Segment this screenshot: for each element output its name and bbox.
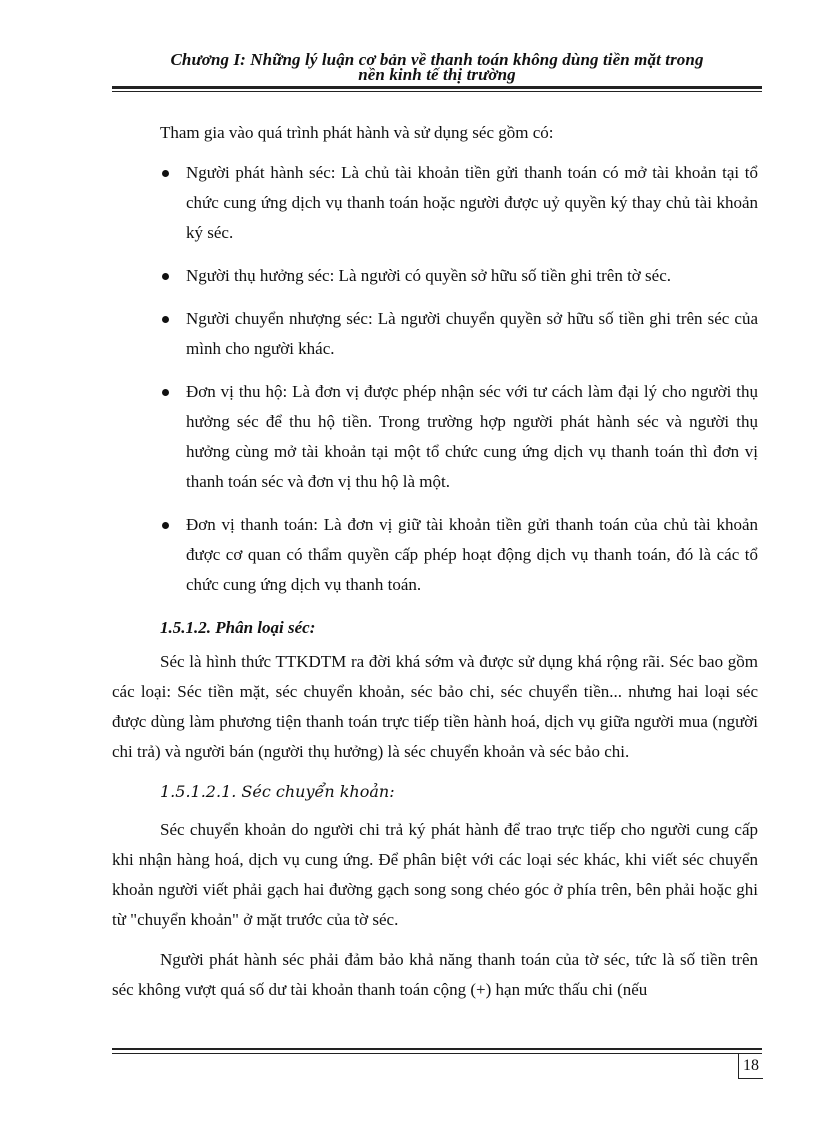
bullet-icon: [162, 273, 169, 280]
bullet-icon: [162, 522, 169, 529]
header-rule-thick: [112, 86, 762, 89]
footer-rule-thick: [112, 1048, 762, 1050]
header-line-1: Chương I: Những lý luận cơ bản về thanh toán không dùng tiền mặt trong: [170, 50, 704, 69]
participants-list: [160, 158, 758, 600]
page-header: [112, 50, 762, 84]
list-item: [160, 304, 758, 364]
bullet-icon: [162, 170, 169, 177]
page-number: 18: [738, 1054, 763, 1079]
subsection-heading: 1.5.1.2.1. Séc chuyển khoản:: [160, 782, 395, 801]
list-item-text: Đơn vị thu hộ: Là đơn vị được phép nhận séc với tư cách làm đại lý cho người thụ hưởng séc để thu hộ tiền. Trong trường hợp người phát hành séc và người thụ hưởng cùng mở tài khoản tại một tổ chức cung ứng dịch vụ thanh toán thì đơn vị thanh toán séc và đơn vị thu hộ là một.: [186, 382, 758, 491]
list-item-text: Người phát hành séc: Là chủ tài khoản tiền gửi thanh toán có mở tài khoản tại tổ chức cung ứng dịch vụ thanh toán hoặc người được uỷ quyền ký thay chủ tài khoản ký séc.: [186, 163, 758, 242]
header-line-2: nền kinh tế thị trường: [358, 65, 516, 84]
bullet-icon: [162, 316, 169, 323]
list-item-text: Đơn vị thanh toán: Là đơn vị giữ tài khoản tiền gửi thanh toán của chủ tài khoản được cơ quan có thẩm quyền cấp phép hoạt động dịch vụ thanh toán, đó là các tổ chức cung ứng dịch vụ thanh toán.: [186, 515, 758, 594]
intro-paragraph: Tham gia vào quá trình phát hành và sử dụng séc gồm có:: [160, 123, 554, 142]
subsection-paragraph-2: Người phát hành séc phải đảm bảo khả năng thanh toán của tờ séc, tức là số tiền trên séc không vượt quá số dư tài khoản thanh toán cộng (+) hạn mức thấu chi (nếu: [112, 950, 758, 999]
page-body: [112, 118, 758, 1015]
list-item: [160, 158, 758, 248]
list-item: [160, 261, 758, 291]
section-heading: 1.5.1.2. Phân loại séc:: [160, 618, 316, 637]
list-item: [160, 377, 758, 497]
header-rule-thin: [112, 91, 762, 92]
footer-rule-thin: [112, 1053, 762, 1054]
bullet-icon: [162, 389, 169, 396]
list-item: [160, 510, 758, 600]
subsection-paragraph-1: Séc chuyển khoản do người chi trả ký phát hành để trao trực tiếp cho người cung cấp khi nhận hàng hoá, dịch vụ cung ứng. Để phân biệt với các loại séc khác, khi viết séc chuyển khoản người viết phải gạch hai đường gạch song song chéo góc ở phía trên, bên phải hoặc ghi từ "chuyển khoản" ở mặt trước của tờ séc.: [112, 820, 758, 929]
list-item-text: Người chuyển nhượng séc: Là người chuyển quyền sở hữu số tiền ghi trên séc của mình cho người khác.: [186, 309, 758, 358]
section-paragraph: Séc là hình thức TTKDTM ra đời khá sớm và được sử dụng khá rộng rãi. Séc bao gồm các loại: Séc tiền mặt, séc chuyển khoản, séc bảo chi, séc chuyển tiền... nhưng hai loại séc được dùng làm phương tiện thanh toán trực tiếp tiền hành hoá, dịch vụ giữa người mua (người chi trả) và người bán (người thụ hưởng) là séc chuyển khoản và séc bảo chi.: [112, 652, 758, 761]
list-item-text: Người thụ hưởng séc: Là người có quyền sở hữu số tiền ghi trên tờ séc.: [186, 266, 672, 285]
